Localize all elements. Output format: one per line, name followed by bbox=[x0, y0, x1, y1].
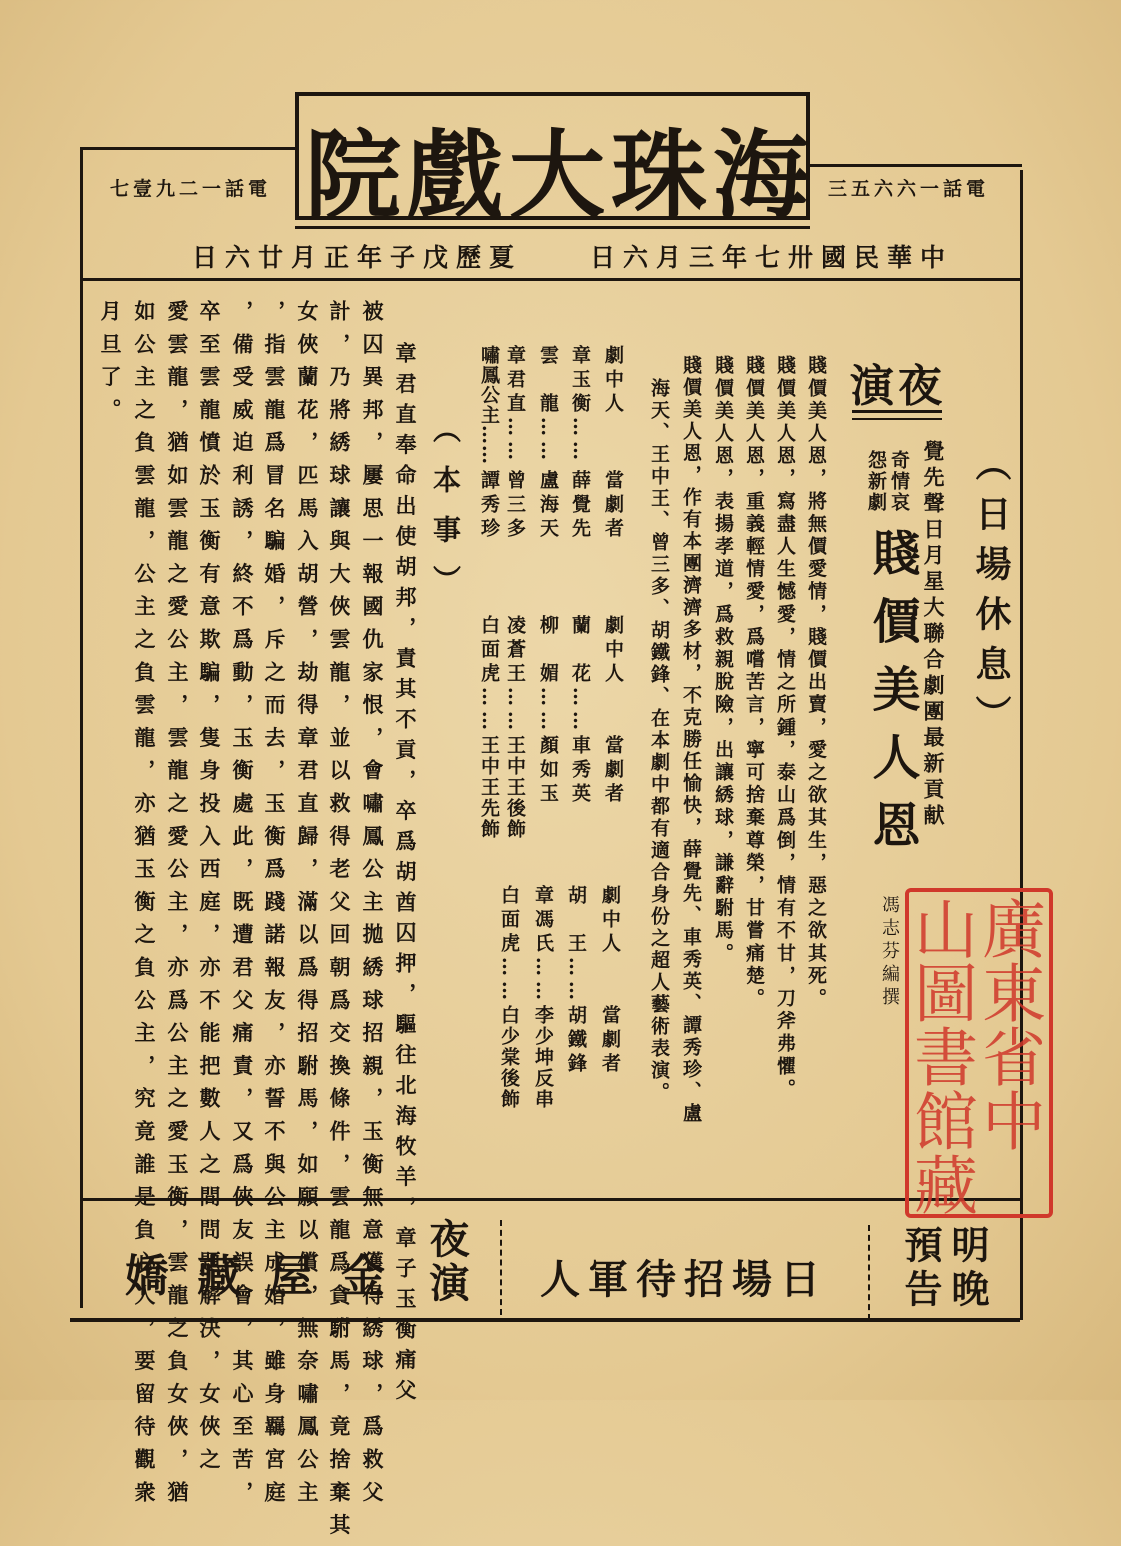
theatre-name: 海珠大戲院 bbox=[305, 119, 815, 232]
cast-header-actor: 當劇者 bbox=[599, 1005, 621, 1077]
cast-actor: 王中王後飾 bbox=[504, 735, 526, 840]
cast-role: 雲 龍…… bbox=[537, 345, 559, 465]
synopsis-column: ，指雲龍爲冒名騙婚，斥之而去，玉衡爲踐諾報友，亦誓不與公主成婚，雖身羈宮庭 bbox=[262, 300, 287, 1514]
cast-actor: 顏如玉 bbox=[537, 735, 559, 807]
rule-night-heading-2 bbox=[852, 418, 942, 420]
cast-actor: 薛覺先 bbox=[569, 470, 591, 542]
synopsis-column: 章君直奉命出使胡邦，責其不貢，卒爲胡酋囚押，驅往北海牧羊，章子玉衡痛父 bbox=[393, 342, 418, 1410]
phone-left: 電話一二九壹七 bbox=[110, 178, 272, 200]
author: 馮志芬編撰 bbox=[879, 895, 900, 1010]
night-show-label: 夜演 bbox=[423, 1218, 470, 1306]
cast-role: 嘯鳳公主…… bbox=[478, 345, 500, 465]
cast-role: 胡 王…… bbox=[565, 885, 587, 1005]
cast-role: 凌蒼王…… bbox=[504, 615, 526, 735]
description-line: 賤價美人恩，表揚孝道，爲救親脫險，出讓綉球，謙辭駙馬。 bbox=[712, 355, 734, 966]
night-show-heading: 夜演 bbox=[850, 361, 946, 412]
cast-header-role: 劇中人 bbox=[599, 885, 621, 957]
preview-label-left: 預告 bbox=[898, 1225, 943, 1313]
seal-glyphs: 廣東省中 bbox=[971, 896, 1045, 1152]
rule-date-bottom bbox=[80, 278, 1022, 281]
synopsis-column: 計，乃將綉球讓與大俠雲龍，並以救得老父回朝爲交換條件，雲龍爲貪駙馬，竟捨棄其 bbox=[327, 300, 352, 1546]
library-seal bbox=[905, 888, 1053, 1218]
cast-role: 柳 媚…… bbox=[537, 615, 559, 735]
genre-line-2: 怨新劇 bbox=[865, 450, 887, 513]
description-line: 賤價美人恩，重義輕情愛，爲嚐苦言，寧可捨棄尊榮，甘嘗痛楚。 bbox=[743, 355, 765, 1011]
day-show-title: 日場招待軍人 bbox=[540, 1256, 828, 1303]
synopsis-heading: （本事） bbox=[429, 415, 462, 615]
description-line: 賤價美人恩，作有本團濟濟多材，不克勝任愉快，薛覺先、車秀英、譚秀珍、盧 bbox=[680, 355, 702, 1125]
synopsis-column: ，備受威迫利誘，終不爲動，玉衡處此，既遭君父痛責，又爲俠友誤會，其心至苦， bbox=[230, 300, 255, 1514]
date-republic: 中華民國卅七年三月六日 bbox=[590, 243, 954, 272]
day-show-notice: （日場休息） bbox=[970, 445, 1012, 745]
cast-actor: 白少棠後飾 bbox=[498, 1005, 520, 1110]
seal-glyphs-2: 山圖書館藏 bbox=[903, 896, 977, 1216]
cast-role: 章君直…… bbox=[504, 345, 526, 465]
cast-role: 白面虎…… bbox=[498, 885, 520, 1005]
cast-actor: 車秀英 bbox=[569, 735, 591, 807]
cast-actor: 胡鐵鋒 bbox=[565, 1005, 587, 1077]
cast-actor: 譚秀珍 bbox=[478, 470, 500, 542]
description-line: 賤價美人恩，將無價愛情，賤價出賣，愛之欲其生，惡之欲其死。 bbox=[805, 355, 827, 1011]
cast-header-role: 劇中人 bbox=[602, 345, 624, 417]
separator-left bbox=[500, 1220, 502, 1315]
cast-role: 蘭 花…… bbox=[569, 615, 591, 735]
synopsis-column: 如公主之負雲龍，公主之負雲龍，亦猶玉衡之負公主，究竟誰是負心人，要留待觀衆 bbox=[132, 300, 157, 1514]
synopsis-column: 被囚異邦，屢思一報國仇家恨，會嘯鳳公主拋綉球招親，玉衡無意獲得綉球，爲救父 bbox=[360, 300, 385, 1514]
synopsis-column: 愛雲龍，猶如雲龍之愛公主，雲龍之愛公主，亦爲公主之愛玉衡，雲龍之負女俠，猶 bbox=[165, 300, 190, 1514]
night-show-title: 金屋藏嬌 bbox=[125, 1251, 413, 1302]
genre-line-1: 奇情哀 bbox=[888, 450, 910, 513]
cast-actor: 李少坤反串 bbox=[532, 1005, 554, 1110]
frame-left bbox=[80, 148, 83, 1308]
cast-actor: 盧海天 bbox=[537, 470, 559, 542]
synopsis-column: 月旦了。 bbox=[98, 300, 123, 432]
cast-role: 章馮氏…… bbox=[532, 885, 554, 1005]
preview-label-right: 明晚 bbox=[945, 1225, 990, 1313]
rule-top-left bbox=[80, 147, 295, 150]
synopsis-column: 女俠蘭花，匹馬入胡營，劫得章君直歸，滿以爲得招駙馬，如願以償，無奈嘯鳳公主 bbox=[295, 300, 320, 1514]
cast-role: 章玉衡…… bbox=[569, 345, 591, 465]
cast-role: 白面虎…… bbox=[478, 615, 500, 735]
cast-header-role: 劇中人 bbox=[602, 615, 624, 687]
cast-actor: 王中王先飾 bbox=[478, 735, 500, 840]
rule-top-right bbox=[810, 164, 1022, 167]
synopsis-column: 卒至雲龍憤於玉衡有意欺騙，隻身投入西庭，亦不能把數人之間問題解決，女俠之 bbox=[197, 300, 222, 1481]
phone-right: 電話一六六五三 bbox=[828, 178, 990, 200]
cast-header-actor: 當劇者 bbox=[602, 735, 624, 807]
cast-header-actor: 當劇者 bbox=[602, 470, 624, 542]
description-line: 海天、王中王、曾三多、胡鐵鋒、在本劇中都有適合身份之超人藝術表演。 bbox=[648, 378, 670, 1104]
separator-right bbox=[868, 1225, 870, 1320]
description-line: 賤價美人恩，寫盡人生憾愛，情之所鍾，泰山爲倒，情有不甘，刀斧弗懼。 bbox=[774, 355, 796, 1101]
cast-actor: 曾三多 bbox=[504, 470, 526, 542]
play-title: 賤價美人恩 bbox=[864, 528, 920, 868]
date-lunar: 夏歷戊子年正月廿六日 bbox=[192, 243, 523, 272]
troupe-name: 覺先聲日月星大聯合劇團最新貢献 bbox=[921, 440, 946, 830]
